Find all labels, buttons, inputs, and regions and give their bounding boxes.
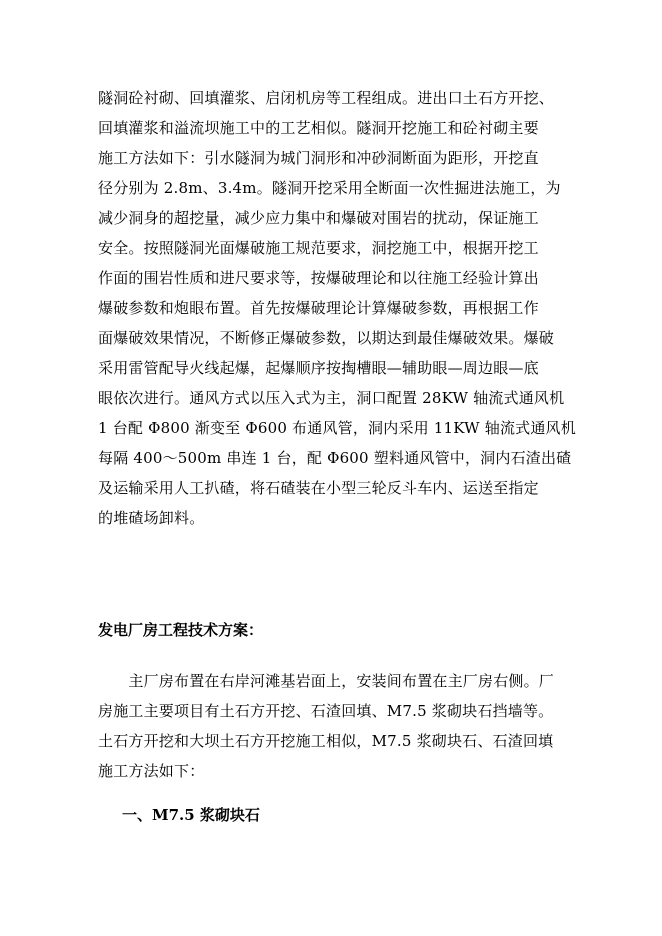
text-line: 眼依次进行。通风方式以压入式为主，洞口配置 28KW 轴流式通风机: [98, 389, 565, 407]
subsection-heading: 一、M7.5 浆砌块石: [122, 806, 260, 824]
text-line: 及运输采用人工扒碴，将石碴装在小型三轮反斗车内、运送至指定: [98, 479, 539, 497]
text-line: 回填灌浆和溢流坝施工中的工艺相似。隧洞开挖施工和砼衬砌主要: [98, 119, 539, 137]
text-line: 施工方法如下：: [98, 762, 205, 780]
text-line: 安全。按照隧洞光面爆破施工规范要求，洞挖施工中，根据开挖工: [98, 239, 539, 257]
section-heading: 发电厂房工程技术方案：: [98, 621, 264, 639]
text-line: 隧洞砼衬砌、回填灌浆、启闭机房等工程组成。进出口土石方开挖、: [98, 89, 555, 107]
text-line: 每隔 400～500m 串连 1 台，配 Φ600 塑料通风管中，洞内石渣出碴: [98, 449, 572, 467]
text-line: 主厂房布置在右岸河滩基岩面上，安装间布置在主厂房右侧。厂: [98, 672, 555, 690]
text-line: 作面的围岩性质和进尺要求等，按爆破理论和以往施工经验计算出: [98, 269, 539, 287]
text-line: 减少洞身的超挖量，减少应力集中和爆破对围岩的扰动，保证施工: [98, 209, 539, 227]
text-line: 施工方法如下：引水隧洞为城门洞形和冲砂洞断面为距形，开挖直: [98, 149, 539, 167]
text-line: 土石方开挖和大坝土石方开挖施工相似，M7.5 浆砌块石、石渣回填: [98, 732, 554, 750]
tunnel-construction-paragraph: [98, 83, 576, 533]
text-line: 1 台配 Φ800 渐变至 Φ600 布通风管，洞内采用 11KW 轴流式通风机: [98, 419, 576, 437]
text-line: 采用雷管配导火线起爆，起爆顺序按掏槽眼—辅助眼—周边眼—底: [98, 359, 539, 377]
text-line: 房施工主要项目有土石方开挖、石渣回填、M7.5 浆砌块石挡墙等。: [98, 702, 554, 720]
text-line: 径分别为 2.8m、3.4m。隧洞开挖采用全断面一次性掘进法施工，为: [98, 179, 561, 197]
text-line: 面爆破效果情况，不断修正爆破参数，以期达到最佳爆破效果。爆破: [98, 329, 555, 347]
text-line: 的堆碴场卸料。: [98, 509, 205, 527]
text-line: 爆破参数和炮眼布置。首先按爆破理论计算爆破参数，再根据工作: [98, 299, 539, 317]
powerhouse-paragraph: [98, 666, 568, 786]
